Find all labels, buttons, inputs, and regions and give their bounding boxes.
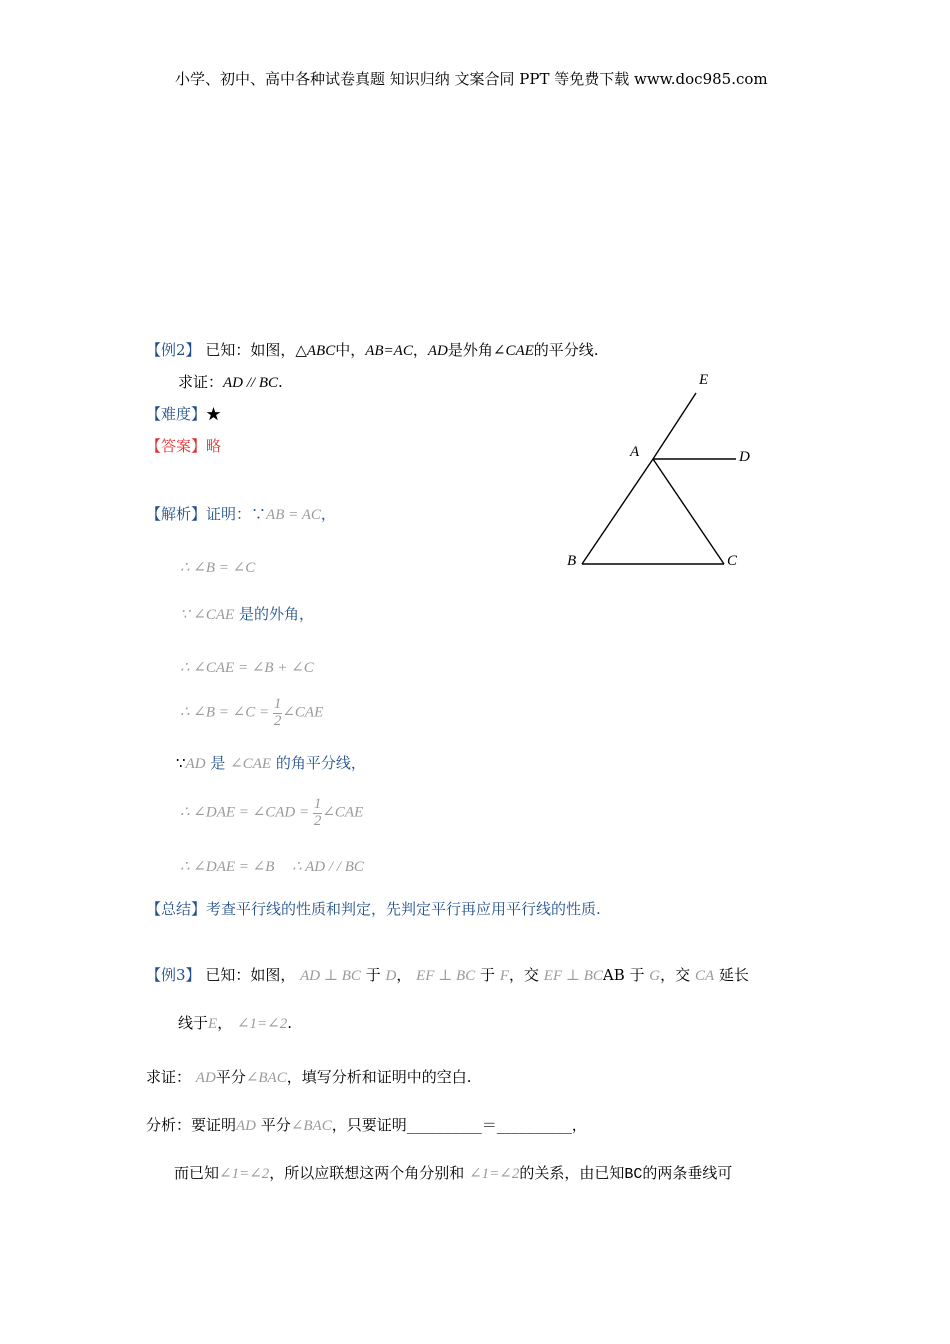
ex3-l2-m2: ∠1=∠2	[236, 1016, 288, 1032]
segment-ab	[582, 459, 653, 564]
ex3-m6: G	[649, 968, 661, 984]
answer-tag: 【答案】	[146, 437, 207, 455]
fraction-half-2	[313, 797, 323, 830]
fraction-half	[273, 697, 283, 730]
ex3-t7: 延长	[718, 966, 749, 984]
segment-ad: AD	[427, 343, 448, 359]
ex3-an-m1: AD	[236, 1118, 257, 1134]
summary-tag: 【总结】	[146, 900, 207, 918]
ex3-t2: ，	[396, 966, 412, 984]
example-3-tag: 【例3】	[146, 966, 201, 984]
because-symbol-2: ∵	[176, 754, 186, 772]
proof-step-3-text: 是的外角，	[238, 605, 314, 623]
label-b: B	[567, 553, 577, 569]
ex3-prove-t2: 平分	[215, 1068, 246, 1086]
zhong-text: 中，	[335, 341, 366, 359]
ex3-l5-t4: 的两条垂线可	[642, 1164, 733, 1182]
proof-word: 证明：	[206, 505, 252, 523]
ex3-m7: CA	[694, 968, 715, 984]
triangle-abc: ABC	[306, 343, 336, 359]
ex3-an-t1: 分析：要证明	[146, 1116, 237, 1134]
example-3-line-5	[174, 1166, 732, 1182]
ex3-prove-t1: 求证：	[146, 1068, 192, 1086]
ex3-l5-m1: ∠1=∠2	[219, 1166, 270, 1182]
fraction-denominator: 2	[273, 712, 282, 729]
ex3-l2-m1: E	[208, 1016, 218, 1032]
summary-text: 考查平行线的性质和判定，先判定平行再应用平行线的性质.	[206, 900, 601, 918]
page-header: 小学、初中、高中各种试卷真题 知识归纳 文案合同 PPT 等免费下载 www.doc985.com	[175, 70, 768, 88]
example-2-tag: 【例2】	[146, 341, 201, 359]
proof-step-4: ∴ ∠CAE = ∠B + ∠C	[180, 660, 314, 676]
ex3-l2-t3: .	[287, 1014, 293, 1032]
comma: ，	[412, 341, 428, 359]
proof-step-3	[180, 607, 314, 623]
fraction-denominator-2: 2	[313, 812, 322, 829]
ex3-m2: D	[385, 968, 397, 984]
ex3-l5-t2: ，所以应联想这两个角分别和	[269, 1164, 465, 1182]
ex3-an-t2: 平分	[260, 1116, 291, 1134]
prove-statement	[178, 375, 283, 391]
proof-step-1: AB = AC	[266, 507, 321, 523]
ex3-t3: 于	[480, 966, 496, 984]
ex3-l5-t3: 的关系，由已知	[519, 1164, 625, 1182]
proof-step-6-text2: 的角平分线，	[275, 754, 366, 772]
answer-value: 略	[206, 437, 222, 455]
ex3-prove-m2: ∠BAC	[245, 1070, 287, 1086]
ex3-m1: AD ⊥ BC	[300, 968, 361, 984]
segment-ac	[653, 459, 724, 564]
example-3-line-1	[146, 968, 749, 984]
example-3-prove	[146, 1070, 472, 1086]
ex3-t4: ，交	[508, 966, 539, 984]
ex3-prove-t3: ，填写分析和证明中的空白.	[286, 1068, 472, 1086]
example-2-statement	[146, 343, 599, 359]
ex3-l5-bc: BC	[624, 1166, 643, 1183]
fraction-numerator: 1	[273, 696, 282, 712]
prove-expression: AD // BC	[223, 375, 279, 391]
exterior-angle-text: 是外角∠	[447, 341, 506, 359]
ex3-l5-t1: 而已知	[174, 1164, 220, 1182]
prove-dot: .	[278, 373, 283, 391]
ex3-m4: F	[499, 968, 509, 984]
ab-equals-ac: AB=AC	[365, 343, 413, 359]
difficulty-line	[146, 407, 221, 422]
proof-step-7-tail: ∠CAE	[322, 804, 364, 821]
analysis-tag: 【解析】	[146, 505, 207, 523]
proof-step-5-tail: ∠CAE	[282, 704, 324, 721]
analysis-line	[146, 507, 336, 523]
ex3-t5: AB 于	[602, 966, 645, 984]
ex3-t1: 于	[365, 966, 381, 984]
ex3-prove-m1: AD	[195, 1070, 216, 1086]
ex3-l2-t2: ，	[217, 1014, 233, 1032]
given-text: 已知：如图，△	[205, 341, 307, 359]
proof-step-7	[180, 797, 363, 830]
label-a: A	[630, 444, 640, 460]
triangle-figure	[555, 365, 815, 585]
ex3-m3: EF ⊥ BC	[416, 968, 476, 984]
proof-step-7-math: ∴ ∠DAE = ∠CAD =	[180, 804, 310, 821]
proof-step-8	[180, 860, 364, 875]
example-3-line-2	[178, 1016, 292, 1032]
label-d: D	[739, 449, 750, 465]
summary-line	[146, 902, 601, 917]
example-3-analysis	[146, 1118, 587, 1134]
proof-step-1-tail: ，	[320, 505, 336, 523]
star-icon: ★	[206, 405, 222, 423]
ex3-m5: EF ⊥ BC	[543, 968, 603, 984]
fraction-numerator-2: 1	[313, 796, 322, 812]
angle-cae: CAE	[505, 343, 534, 359]
proof-step-6-ad: AD	[185, 756, 206, 772]
proof-step-8-math2: ∴ AD / / BC	[292, 859, 364, 875]
ex3-an-m2: ∠BAC	[290, 1118, 332, 1134]
ex3-given: 已知：如图，	[205, 966, 296, 984]
proof-step-5-math: ∴ ∠B = ∠C =	[180, 704, 270, 721]
ex3-l5-m2: ∠1=∠2	[469, 1166, 520, 1182]
proof-step-6-angle: ∠CAE	[230, 756, 272, 772]
label-e: E	[699, 372, 709, 388]
proof-step-6-text1: 是	[210, 754, 226, 772]
prove-prefix: 求证：	[178, 373, 224, 391]
proof-step-6	[176, 756, 366, 772]
label-c: C	[727, 553, 738, 569]
proof-step-3-math: ∵ ∠CAE	[180, 607, 235, 623]
answer-line	[146, 439, 221, 454]
ex3-t6: ，交	[660, 966, 691, 984]
ray-ae	[653, 393, 696, 459]
bisector-text: 的平分线.	[533, 341, 599, 359]
ex3-an-t3: ，只要证明__________＝__________，	[331, 1116, 587, 1134]
proof-step-2: ∴ ∠B = ∠C	[180, 560, 256, 576]
proof-step-5	[180, 697, 323, 730]
difficulty-tag: 【难度】	[146, 405, 207, 423]
proof-step-8-math1: ∴ ∠DAE = ∠B	[180, 859, 275, 875]
because-symbol: ∵	[251, 505, 267, 523]
ex3-l2-t1: 线于	[178, 1014, 209, 1032]
